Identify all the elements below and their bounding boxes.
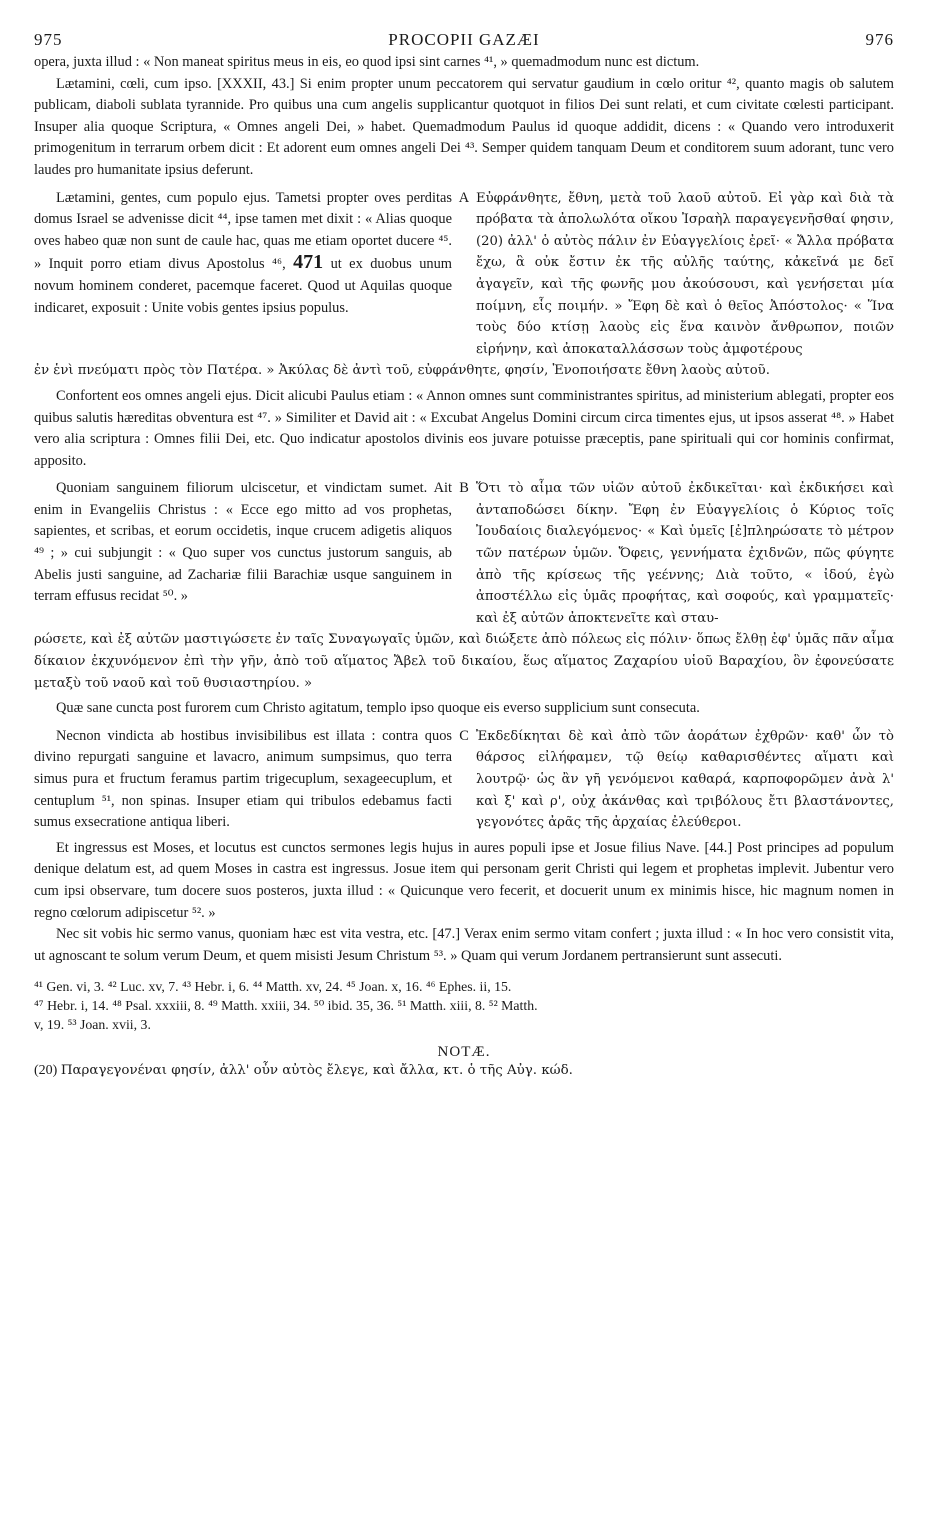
section-a-latin-part2: ut ex duobus unum novum hominem conderet, pacemque faceret. Quod ut Aquilas quoque indicaret, exposuit : Unite vobis gentes ipsius populus. (34, 256, 452, 316)
notae-number: (20) (34, 1063, 58, 1079)
paragraph-laetamini-caeli: Lætamini, cœli, cum ipso. [XXXII, 43.] Si enim propter unum peccatorem qui servatur gaudium in cœlo oritur ⁴², quanto magis ob salutem publicam, diaboli sublata tyrannide. Pro quibus una cum angelis supplicantur quotquot in filios Dei sunt relati, et cum civitate cœlesti participant. Insuper alia quoque Scriptura, « Omnes angeli Dei, » habet. Quemadmodum Paulus id quoque addidit, dicens : « Quando vero introduxerit primogenitum in terrarum orbem dicit : Et adorent eum omnes angeli Dei ⁴³. Semper quidem tanquam Deum et conditorem suum adorant, tunc vero laudes pro humanitate ipsius deferunt. (34, 75, 894, 178)
document-page (34, 30, 894, 1081)
footnote-line: ⁴⁷ Hebr. i, 14. ⁴⁸ Psal. xxxiii, 8. ⁴⁹ Matth. xxiii, 34. ⁵⁰ ibid. 35, 36. ⁵¹ Matth. xiii, 8. ⁵² Matth. (34, 998, 538, 1014)
section-c-marker: C (459, 727, 469, 744)
section-a-marker: A (458, 189, 470, 206)
section-b-greek: Ὅτι τὸ αἷμα τῶν υἱῶν αὐτοῦ ἐκδικεῖται· καὶ ἐκδικήσει καὶ ἀνταποδώσει δίκην. Ἔφη ἐν Εὐαγγελίοις ὁ Κύριος τοῖς Ἰουδαίοις διαλεγόμενος· « Καὶ ὑμεῖς [ἐ]πληρώσατε τὸ μέτρον τῶν πατέρων ὑμῶν. Ὄφεις, γεννήματα ἐχιδνῶν, πῶς φύγητε ἀπὸ τῆς κρίσεως τῆς γεέννης; Διὰ τοῦτο, « ἰδού, ἐγὼ ἀποστέλλω εἰς ὑμᾶς προφήτας, καὶ σοφούς, καὶ γραμματεῖς· καὶ ἐξ αὐτῶν ἀποκτενεῖτε καὶ σταυ- (476, 481, 894, 626)
page-header (34, 30, 894, 52)
running-title: PROCOPII GAZÆI (388, 30, 540, 49)
left-column-number: 975 (34, 30, 63, 49)
section-a (34, 188, 894, 361)
footnotes (34, 977, 894, 1034)
section-b-marker: B (459, 480, 469, 497)
paragraph-ingressus: Et ingressus est Moses, et locutus est cunctos sermones legis hujus in aures populi ipse et Josue filius Nave. [44.] Post principes ad populum denique delatum est, ad quem Moses in castra est ingressus. Josue item qui personam gerit Christi qui legem et prophetas implevit. Jubentur vero cum ipsi observare, tum docere suos posteros, juxta illud : « Quicunque vero fecerit, et docuerit unum ex minimis hisce, hic magnum nomen in regno cœlorum adipiscetur ⁵². » (34, 839, 894, 921)
section-a-latin (34, 188, 452, 320)
section-a-greek-continuation: ἐν ἑνὶ πνεύματι πρὸς τὸν Πατέρα. » Ἀκύλας δὲ ἀντὶ τοῦ, εὐφράνθητε, φησίν, Ἐνοποιήσατε ἔθνη λαοὺς αὐτοῦ. (34, 363, 770, 379)
right-column-number: 976 (865, 30, 894, 49)
column-marker-471: 471 (293, 251, 324, 274)
section-a-latin-part1: Lætamini, gentes, cum populo ejus. Tametsi propter oves perditas domus Israel se advenisse dicit ⁴⁴, ipse tamen met dixit : « Alias quoque oves habeo quæ non sunt de caule hac, quas me etiam oportet ducere ⁴⁵. » Inquit porro etiam divus Apostolus ⁴⁶, (34, 189, 452, 273)
section-c-latin: Necnon vindicta ab hostibus invisibilibus est illata : contra quos divino repurgati sanguine et lavacro, animum sumpsimus, quo terra simus pura et fructum feramus partim trigecuplum, sexageecuplum, et centuplum ⁵¹, non spinas. Insuper etiam qui tribulos edebamus facti sumus exsecratione antiqua liberi. (34, 727, 452, 831)
notae-entry (34, 1061, 894, 1081)
paragraph-nec-sit: Nec sit vobis hic sermo vanus, quoniam hæc est vita vestra, etc. [47.] Verax enim sermo vitam confert ; juxta illud : « In hoc vero consistit vita, ut agnoscant te solum verum Deum, et quem misisti Jesum Christum ⁵³. » Quam qui verum Jordanem pertransierunt sunt assecuti. (34, 926, 894, 964)
paragraph-quae-sane: Quæ sane cuncta post furorem cum Christo agitatum, templo ipso quoque eis everso supplicium sunt consecuta. (56, 700, 700, 717)
paragraph-confortent: Confortent eos omnes angeli ejus. Dicit alicubi Paulus etiam : « Annon omnes sunt comministrantes spiritus, ad ministerium ablegati, propter eos quibus salutis hæreditas obventura est ⁴⁷. » Similiter et David ait : « Excubat Angelus Domini circum circa timentes ejus, ut ipsos asserat ⁴⁸. » Habet vero alia scriptura : Omnes filii Dei, etc. Quo indicatur apostolos divinis eos juvare potuisse præceptis, pane spirituali qui cor hominis confirmat, apposito. (34, 387, 894, 469)
section-b-latin: Quoniam sanguinem filiorum ulciscetur, et vindictam sumet. Ait enim in Evangeliis Christus : « Ecce ego mitto ad vos prophetas, sapientes, et scribas, et eorum occidetis, inque crucem adigetis aliquos ⁴⁹ ; » cui subjungit : « Quo super vos cunctus justorum sanguis, ab Abelis justi sanguine, ad Zachariæ filii Barachiæ usque sanguinem in terram effusus recidat ⁵⁰. » (34, 480, 452, 605)
intro-paragraph: opera, juxta illud : « Non maneat spiritus meus in eis, eo quod ipsi sint carnes ⁴¹, » quemadmodum nunc est dictum. (34, 54, 700, 70)
footnote-line: v, 19. ⁵³ Joan. xvii, 3. (34, 1017, 151, 1033)
section-a-greek: Εὐφράνθητε, ἔθνη, μετὰ τοῦ λαοῦ αὐτοῦ. Εἰ γὰρ καὶ διὰ τὰ πρόβατα τὰ ἀπολωλότα οἴκου Ἰσραὴλ παραγεγενῆσθαί φησιν, (20) ἀλλ' ὁ αὐτὸς πάλιν ἐν Εὐαγγελίοις ἐρεῖ· « Ἄλλα πρόβατα ἔχω, ἃ οὐκ ἔστιν ἐκ τῆς αὐλῆς ταύτης, κἀκεῖνά με δεῖ ἀγαγεῖν, καὶ τῆς φωνῆς μου ἀκούσουσι, καὶ γενήσεται μία ποίμνη, εἷς ποιμήν. » Ἔφη δὲ καὶ ὁ θεῖος Ἀπόστολος· « Ἵνα τοὺς δύο κτίσῃ λαοὺς εἰς ἕνα καινὸν ἄνθρωπον, ποιῶν εἰρήνην, καὶ ἀποκαταλλάσσων τοὺς ἀμφοτέρους (476, 190, 894, 357)
section-c-greek: Ἐκδεδίκηται δὲ καὶ ἀπὸ τῶν ἀοράτων ἐχθρῶν· καθ' ὧν τὸ θάρσος εἰλήφαμεν, τῷ θείῳ καθαρισθέντες αἵματι καὶ λουτρῷ· ὡς ἂν γῆ γενόμενοι καθαρά, καρποφορῶμεν ἀνὰ λ' καὶ ξ' καὶ ρ', οὐχ ἀκάνθας καὶ τριβόλους ἔτι βλαστάνοντες, γεγονότες ἀρᾶς τῆς ἀρχαίας ἐλεύθεροι. (476, 728, 894, 831)
notae-heading: NOTÆ. (437, 1044, 491, 1061)
section-b-greek-continuation: ρώσετε, καὶ ἐξ αὐτῶν μαστιγώσετε ἐν ταῖς Συναγωγαῖς ὑμῶν, καὶ διώξετε ἀπὸ πόλεως εἰς πόλιν· ὅπως ἔλθῃ ἐφ' ὑμᾶς πᾶν αἷμα δίκαιον ἐκχυνόμενον ἐπὶ τὴν γῆν, ἀπὸ τοῦ αἵματος Ἄβελ τοῦ δικαίου, ἕως αἵματος Ζαχαρίου υἱοῦ Βαραχίου, ὃν ἐφονεύσατε μεταξὺ τοῦ ναοῦ καὶ τοῦ θυσιαστηρίου. » (34, 632, 894, 691)
section-b (34, 478, 894, 629)
section-c (34, 726, 894, 834)
notae-text: Παραγεγονέναι φησίν, ἀλλ' οὖν αὐτὸς ἔλεγε, καὶ ἄλλα, κτ. ὁ τῆς Αὐγ. κώδ. (60, 1063, 573, 1079)
footnote-line: ⁴¹ Gen. vi, 3. ⁴² Luc. xv, 7. ⁴³ Hebr. i, 6. ⁴⁴ Matth. xv, 24. ⁴⁵ Joan. x, 16. ⁴⁶ Ephes. ii, 15. (34, 979, 512, 995)
